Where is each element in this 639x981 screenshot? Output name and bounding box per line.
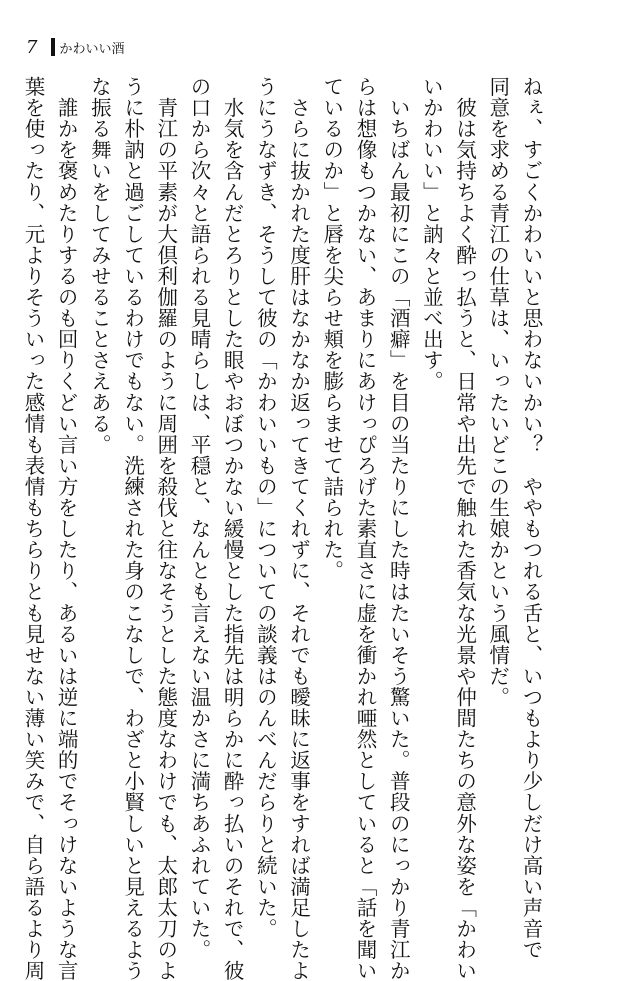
chapter-title: かわいい酒: [59, 41, 125, 57]
text-line: ているのか」と唇を尖らせ頬を膨らませて詰られた。: [319, 76, 344, 582]
text-line: さらに抜かれた度肝はなかなか返ってきてくれずに、それでも曖昧に返事をすれば満足したよ: [286, 76, 311, 981]
paragraph: [481, 76, 547, 961]
paragraph: [182, 76, 248, 981]
vertical-text-body: [16, 76, 547, 981]
paragraph: [16, 76, 82, 981]
paragraph: [82, 76, 182, 981]
text-line: 彼は気持ちよく酔っ払うと、日常や出先で触れた香気な光景や仲間たちの意外な姿を「かわい: [452, 76, 477, 981]
text-line: ねぇ、すごくかわいいと思わないかい？ ややもつれる舌と、いつもより少しだけ高い声音で: [519, 76, 543, 961]
text-line: うにうなずき、そうして彼の「かわいいもの」についての談義はのんべんだらりと続いた。: [253, 76, 278, 940]
text-line: うに朴訥と過ごしているわけでもない。洗練された身のこなしで、わざと小賢しいと見えるよう: [120, 76, 145, 981]
page-number: 7: [26, 36, 38, 58]
running-header: [26, 36, 124, 58]
text-line: 葉を使ったり、元よりそういった感情も表情もちらりとも見せない薄い笑みで、自ら語るより周: [20, 76, 45, 981]
text-line: 誰かを褒めたりするのも回りくどい言い方をしたり、あるいは逆に端的でそっけないような言: [54, 76, 79, 981]
text-line: 水気を含んだとろりとした眼やおぼつかない緩慢とした指先は明らかに酔っ払いのそれで、彼: [220, 76, 245, 981]
text-line: な振る舞いをしてみせることさえある。: [87, 76, 112, 455]
paragraph: [315, 76, 415, 981]
text-line: 同意を求める青江の仕草は、いったいどこの生娘かという風情だ。: [485, 76, 510, 708]
paragraph: [414, 76, 480, 981]
header-divider: [51, 38, 55, 56]
text-line: いかわいい」と訥々と並べ出す。: [419, 76, 444, 392]
paragraph: [248, 76, 314, 981]
text-line: の口から次々と語られる見晴らしは、平穏と、なんとも言えない温かさに満ちあふれていた。: [186, 76, 211, 961]
text-line: いちばん最初にこの「酒癖」を目の当たりにした時はたいそう驚いた。普段のにっかり青江か: [386, 76, 411, 981]
text-line: 青江の平素が大倶利伽羅のように周囲を殺伐と往なそうとした態度なわけでも、太郎太刀のよ: [153, 76, 178, 981]
text-line: らは想像もつかない、あまりにあけっぴろげた素直さに虚を衝かれ唖然としていると「話を聞い: [352, 76, 377, 981]
